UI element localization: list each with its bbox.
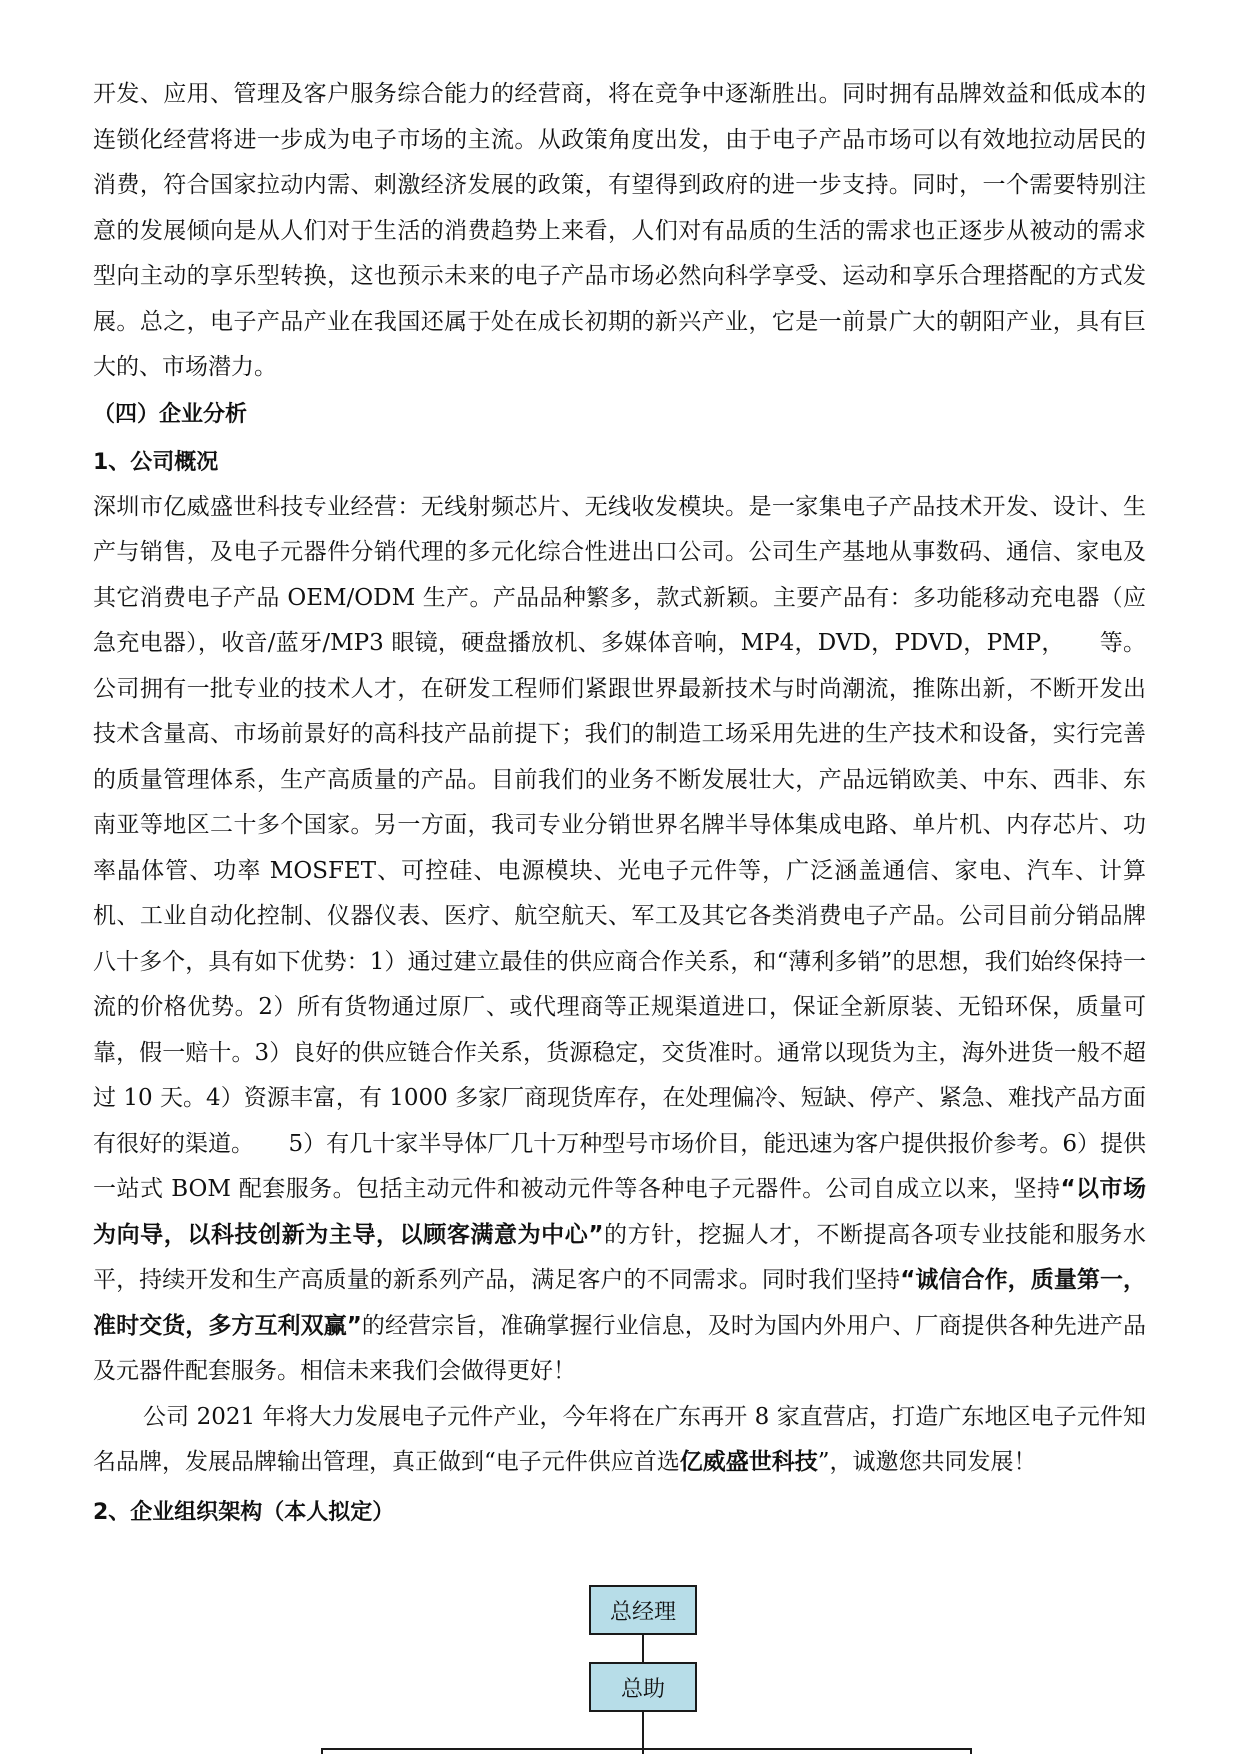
org-branch-line [321, 1748, 972, 1750]
overview-text-2: 的方针，挖掘人才，不断提高各项专业技能和服务水平，持续开发和生产高质量的新系列产品，满足客户的不同需求。同时我们坚持 [93, 1221, 1146, 1293]
org-connector-top [642, 1635, 644, 1662]
section-heading-enterprise-analysis: （四）企业分析 [93, 401, 248, 427]
intro-paragraph: 开发、应用、管理及客户服务综合能力的经营商，将在竞争中逐渐胜出。同时拥有品牌效益和低成本的连锁化经营将进一步成为电子市场的主流。从政策角度出发，由于电子产品市场可以有效地拉动居民的消费，符合国家拉动内需、刺激经济发展的政策，有望得到政府的进一步支持。同时，一个需要特别注意的发展倾向是从人们对于生活的消费趋势上来看，人们对有品质的生活的需求也正逐步从被动的需求型向主动的享乐型转换，这也预示未来的电子产品市场必然向科学享受、运动和享乐合理搭配的方式发展。总之，电子产品产业在我国还属于处在成长初期的新兴产业，它是一前景广大的朝阳产业，具有巨大的、市场潜力。 [93, 81, 1146, 380]
document-page [93, 72, 1146, 1535]
company-plan-paragraph [93, 1395, 1146, 1486]
plan-text-2: ”，诚邀您共同发展！ [817, 1449, 1037, 1475]
company-overview-paragraph [93, 485, 1146, 1395]
overview-motto-1: “以市场为向导，以科技创新为主导，以顾客满意为中心” [93, 1176, 1147, 1248]
org-box-general-manager: 总经理 [589, 1585, 697, 1635]
subsection-heading-org-structure: 2、企业组织架构（本人拟定） [93, 1499, 395, 1525]
plan-text-1: 公司 2021 年将大力发展电子元件产业，今年将在广东再开 8 家直营店，打造广东地区电子元件知名品牌，发展品牌输出管理，真正做到“电子元件供应首选 [93, 1403, 1146, 1475]
overview-text-1: 深圳市亿威盛世科技专业经营：无线射频芯片、无线收发模块。是一家集电子产品技术开发、设计、生产与销售，及电子元器件分销代理的多元化综合性进出口公司。公司生产基地从事数码、通信、家电及其它消费电子产品 OEM/ODM 生产。产品品种繁多，款式新颖。主要产品有：多功能移动充电器（应急充电器），收音/蓝牙/MP3 眼镜，硬盘播放机、多媒体音响，MP4，DVD，PDVD，PMP， 等。公司拥有一批专业的技术人才，在研发工程师们紧跟世界最新技术与时尚潮流，推陈出新，不断开发出技术含量高、市场前景好的高科技产品前提下；我们的制造工场采用先进的生产技术和设备，实行完善的质量管理体系，生产高质量的产品。目前我们的业务不断发展壮大，产品远销欧美、中东、西非、东南亚等地区二十多个国家。另一方面，我司专业分销世界名牌半导体集成电路、单片机、内存芯片、功率晶体管、功率 MOSFET、可控硅、电源模块、光电子元件等，广泛涵盖通信、家电、汽车、计算机、工业自动化控制、仪器仪表、医疗、航空航天、军工及其它各类消费电子产品。公司目前分销品牌八十多个，具有如下优势：1）通过建立最佳的供应商合作关系，和“薄利多销”的思想，我们始终保持一流的价格优势。2）所有货物通过原厂、或代理商等正规渠道进口，保证全新原装、无铅环保，质量可靠，假一赔十。3）良好的供应链合作关系，货源稳定，交货准时。通常以现货为主，海外进货一般不超过 10 天。4）资源丰富，有 1000 多家厂商现货库存，在处理偏冷、短缺、停产、紧急、难找产品方面有很好的渠道。 5）有几十家半导体厂几十万种型号市场价目，能迅速为客户提供报价参考。6）提供一站式 BOM 配套服务。包括主动元件和被动元件等各种电子元器件。公司自成立以来，坚持 [93, 493, 1146, 1202]
overview-motto-2: “诚信合作，质量第一，准时交货，多方互利双赢” [93, 1267, 1147, 1339]
plan-brand-name: 亿威盛世科技 [679, 1449, 818, 1475]
org-branch-left [321, 1748, 323, 1754]
org-box-general-assistant: 总助 [589, 1662, 697, 1712]
org-branch-right [970, 1748, 972, 1754]
overview-text-3: 的经营宗旨，准确掌握行业信息，及时为国内外用户、厂商提供各种先进产品及元器件配套服务。相信未来我们会做得更好！ [93, 1312, 1147, 1384]
subsection-heading-company-overview: 1、公司概况 [93, 449, 219, 475]
